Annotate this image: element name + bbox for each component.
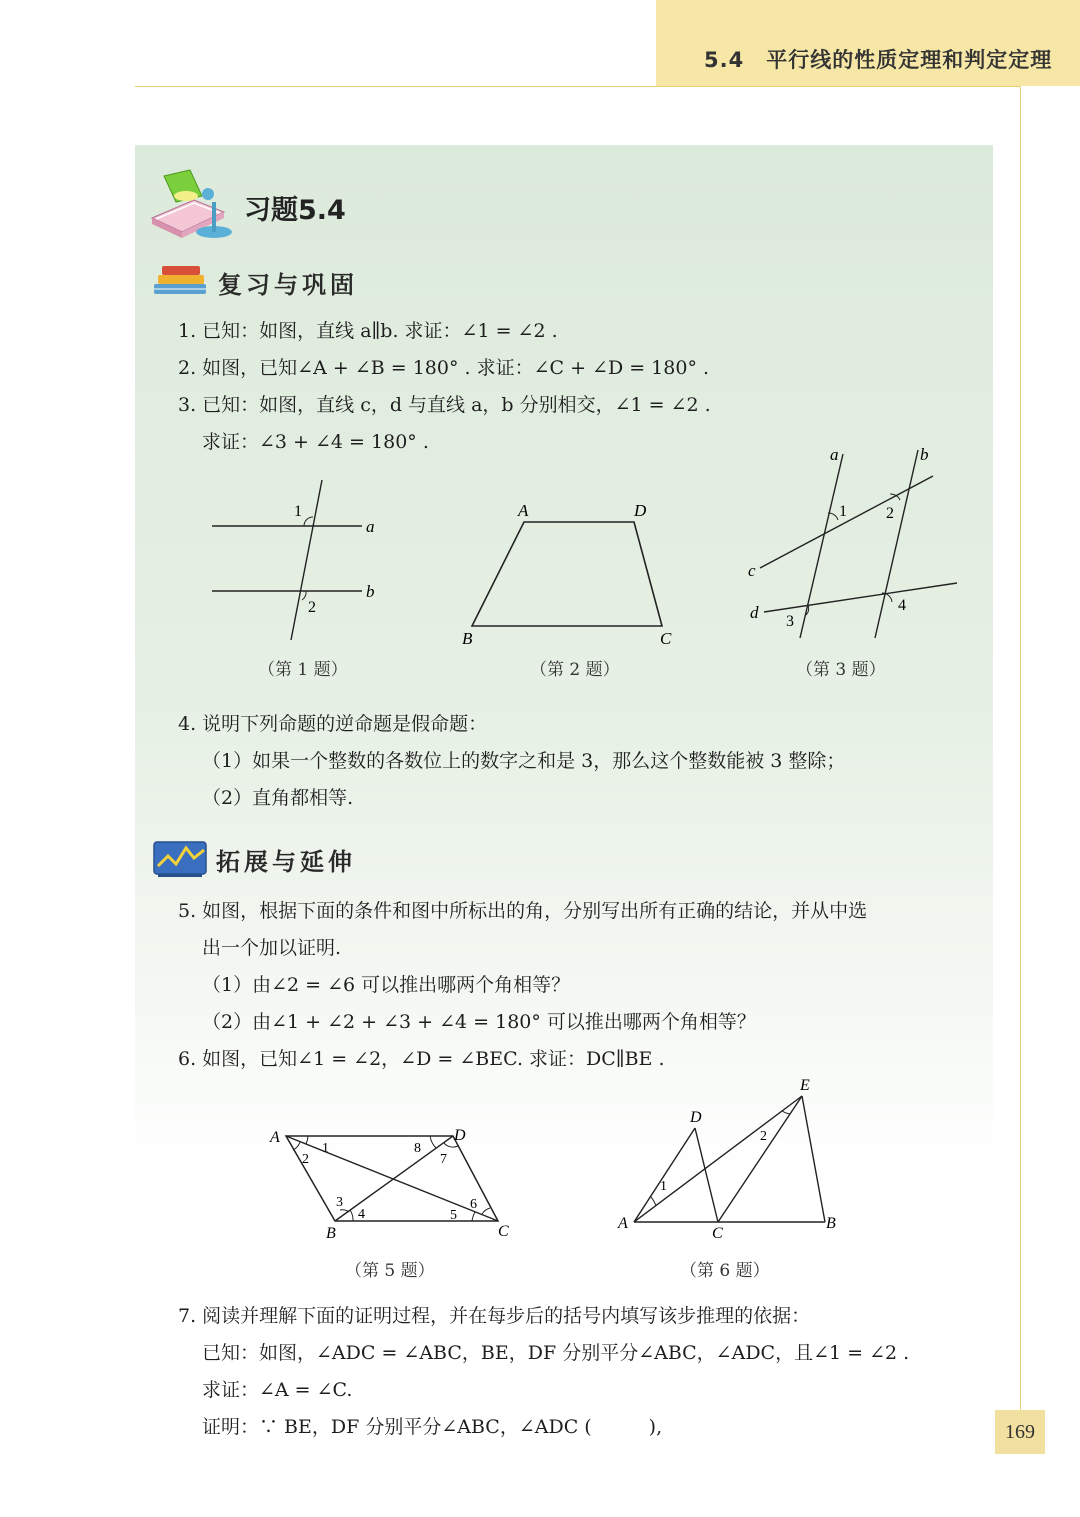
review-section-title: 复习与巩固 [218,271,358,299]
fig2-label-D: D [634,501,647,520]
fig5-label-A: A [270,1129,280,1146]
fig5-label-2: 2 [302,1152,309,1167]
chapter-section-title: 5.4 平行线的性质定理和判定定理 [704,48,1053,72]
problem-5-line-1: 5. 如图，根据下面的条件和图中所标出的角，分别写出所有正确的结论，并从中选 [178,900,868,922]
caption-fig1: （第 1 题） [258,660,348,680]
caption-fig5: （第 5 题） [345,1261,435,1281]
fig3-label-3: 3 [786,613,794,630]
problem-4-line-3: （2）直角都相等. [202,787,354,809]
fig3-label-2: 2 [886,505,894,522]
fig5-label-7: 7 [440,1152,447,1167]
problem-3-line-2: 求证：∠3 + ∠4 = 180° . [202,431,429,453]
problem-5-line-2: 出一个加以证明. [202,937,342,959]
books-icon [150,262,212,298]
fig6-label-C: C [712,1225,723,1242]
problem-5-line-3: （1）由∠2 = ∠6 可以推出哪两个角相等？ [202,974,571,996]
problem-1: 1. 已知：如图，直线 a∥b. 求证：∠1 = ∠2 . [178,320,558,342]
fig3-label-4: 4 [898,597,906,614]
fig3-label-d: d [750,603,759,622]
figure-1 [200,470,400,650]
problem-7-line-1: 7. 阅读并理解下面的证明过程，并在每步后的括号内填写该步推理的依据： [178,1305,811,1327]
fig6-label-B: B [826,1215,836,1232]
fig3-label-b: b [920,445,929,464]
problem-2: 2. 如图，已知∠A + ∠B = 180° . 求证：∠C + ∠D = 180° . [178,357,710,379]
fig5-label-4: 4 [358,1207,365,1222]
figure-3 [740,440,970,650]
fig1-label-2: 2 [308,599,316,616]
problem-5-line-4: （2）由∠1 + ∠2 + ∠3 + ∠4 = 180° 可以推出哪两个角相等？ [202,1011,756,1033]
fig5-label-5: 5 [450,1208,457,1223]
fig1-label-1: 1 [294,503,302,520]
problem-6: 6. 如图，已知∠1 = ∠2，∠D = ∠BEC. 求证：DC∥BE . [178,1048,665,1070]
fig5-label-D: D [454,1127,466,1144]
problem-7-line-4: 证明：∵ BE，DF 分别平分∠ABC，∠ADC ( ), [202,1416,663,1438]
fig2-label-A: A [518,501,529,520]
fig6-label-E: E [800,1077,810,1094]
fig3-label-c: c [748,561,756,580]
problem-7-line-2: 已知：如图，∠ADC = ∠ABC，BE，DF 分别平分∠ABC，∠ADC，且∠1 = ∠2 . [202,1342,910,1364]
figure-6 [610,1070,850,1245]
extend-section-title: 拓展与延伸 [216,848,356,876]
fig2-label-B: B [462,629,473,648]
fig2-label-C: C [660,629,672,648]
problem-4-line-2: （1）如果一个整数的各数位上的数字之和是 3，那么这个整数能被 3 整除； [202,750,846,772]
exercise-title: 习题5.4 [244,195,346,226]
side-rule [1020,86,1021,1416]
caption-fig2: （第 2 题） [530,660,620,680]
fig6-label-1: 1 [660,1179,667,1194]
fig1-label-a: a [366,517,375,536]
problem-3-line-1: 3. 已知：如图，直线 c，d 与直线 a，b 分别相交，∠1 = ∠2 . [178,394,711,416]
fig5-label-6: 6 [470,1197,477,1212]
caption-fig6: （第 6 题） [680,1261,770,1281]
fig6-label-D: D [690,1109,702,1126]
problem-7-line-3: 求证：∠A = ∠C. [202,1379,353,1401]
fig5-label-8: 8 [414,1141,421,1156]
fig1-label-b: b [366,582,375,601]
fig5-label-1: 1 [322,1141,329,1156]
page-number: 169 [995,1410,1045,1454]
figure-5 [260,1120,530,1245]
fig5-label-C: C [498,1223,509,1240]
fig3-label-1: 1 [839,503,847,520]
fig6-label-A: A [618,1215,628,1232]
chart-icon [150,836,212,880]
fig5-label-3: 3 [336,1195,343,1210]
fig3-label-a: a [830,445,839,464]
fig6-label-2: 2 [760,1129,767,1144]
caption-fig3: （第 3 题） [796,660,886,680]
lamp-book-icon [146,166,238,246]
problem-4-line-1: 4. 说明下列命题的逆命题是假命题： [178,713,488,735]
fig5-label-B: B [326,1225,336,1242]
header-rule [135,86,1020,87]
figure-2 [456,496,686,652]
